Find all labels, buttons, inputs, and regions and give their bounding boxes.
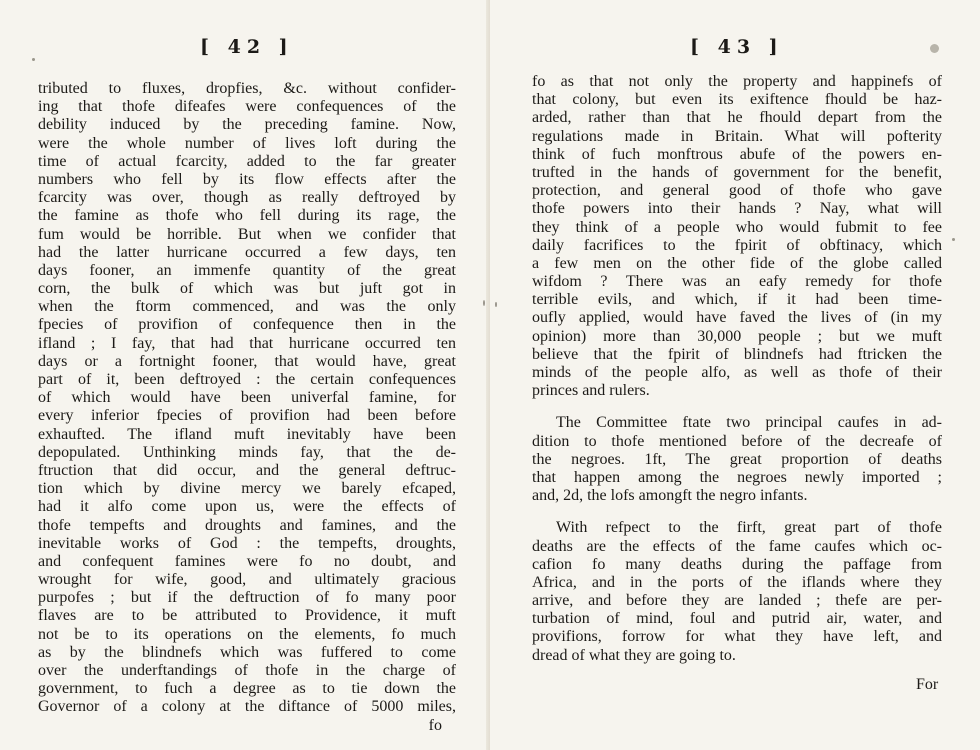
text-line: tion which by divine mercy we barely efcaped, bbox=[38, 480, 456, 498]
text-line: provifions, forrow for what they have left, and bbox=[532, 628, 942, 646]
text-line: minds of the people alfo, as well as thofe of their bbox=[532, 364, 942, 381]
left-page-number: [ 42 ] bbox=[200, 36, 294, 58]
text-line: had it alfo come upon us, were the effects of bbox=[38, 498, 456, 516]
text-line: oufly applied, would have faved the lives of (in my bbox=[532, 309, 942, 327]
text-line: the famine as thofe who fell during its rage, the bbox=[38, 207, 456, 225]
text-line: cafion fo many deaths during the paffage from bbox=[532, 555, 942, 573]
text-line: regulations made in Britain. What will pofterity bbox=[532, 127, 942, 145]
paper-speck bbox=[483, 300, 485, 306]
text-line: days or a fortnight fooner, that would have, great bbox=[38, 352, 456, 370]
text-line: exhaufted. The ifland muft inevitably have been bbox=[38, 425, 456, 443]
text-line: that happen among the negroes newly imported ; bbox=[532, 468, 942, 486]
paper-speck bbox=[32, 58, 35, 61]
text-line: that colony, but even its exiftence fhould be haz- bbox=[532, 91, 942, 109]
text-line: over the underftandings of thofe in the charge of bbox=[38, 662, 456, 679]
text-line: were the whole number of lives loft during the bbox=[38, 134, 456, 152]
text-line: opinion) more than 30,000 people ; but we muft bbox=[532, 327, 942, 345]
text-line: Africa, and in the ports of the iflands where they bbox=[532, 573, 942, 591]
text-line: believe that the fpirit of blindnefs had ftricken the bbox=[532, 345, 942, 363]
text-line: corn, the bulk of which was but juft got in bbox=[38, 280, 456, 298]
text-line: The Committee ftate two principal caufes in ad- bbox=[556, 414, 942, 432]
text-line: deaths are the effects of the fame caufes which oc- bbox=[532, 537, 942, 555]
paragraph bbox=[532, 414, 942, 505]
text-line: every inferior fpecies of provifion had been before bbox=[38, 407, 456, 425]
paragraph-gap bbox=[532, 400, 942, 414]
text-line: days fooner, an immenfe quantity of the great bbox=[38, 261, 456, 279]
text-line: dition to thofe mentioned before of the decreafe of bbox=[532, 432, 942, 450]
text-line: think of fuch monftrous abufe of the powers en- bbox=[532, 145, 942, 163]
text-line: numbers who fell by its flow effects after the bbox=[38, 170, 456, 188]
paper-speck bbox=[930, 44, 939, 53]
text-line: Governor of a colony at the diftance of 5000 miles, bbox=[38, 698, 456, 716]
text-line: of which would have been univerfal famine, for bbox=[38, 389, 456, 407]
paragraph bbox=[532, 519, 942, 665]
text-line: turbation of mind, foul and putrid air, water, and bbox=[532, 610, 942, 628]
text-line: fo as that not only the property and happinefs of bbox=[532, 73, 942, 90]
text-line: and confequent famines were fo no doubt, and bbox=[38, 552, 456, 570]
text-line: they think of a people who would fubmit to fee bbox=[532, 218, 942, 236]
text-line: part of it, been deftroyed : the certain confequences bbox=[38, 371, 456, 388]
text-line: a few men on the other fide of the globe called bbox=[532, 254, 942, 272]
text-line: flaves are to be attributed to Providence, it muft bbox=[38, 607, 456, 625]
text-line: With refpect to the firft, great part of thofe bbox=[556, 519, 942, 537]
text-line: inevitable works of God : the tempefts, droughts, bbox=[38, 534, 456, 552]
text-line: tributed to fluxes, dropfies, &c. without confider- bbox=[38, 80, 456, 97]
text-line: thofe powers into their hands ? Nay, what will bbox=[532, 200, 942, 218]
paragraph bbox=[532, 73, 942, 400]
text-line: daily facrifices to the fpirit of obftinacy, which bbox=[532, 236, 942, 254]
paper-speck bbox=[495, 302, 497, 307]
text-line: the negroes. 1ft, The great proportion of deaths bbox=[532, 450, 942, 468]
text-line: time of actual fcarcity, added to the far greater bbox=[38, 152, 456, 170]
text-line: not be to its operations on the elements, fo much bbox=[38, 625, 456, 643]
text-line: wifdom ? There was an eafy remedy for thofe bbox=[532, 273, 942, 291]
text-line: ftruction that did occur, and the general deftruc- bbox=[38, 461, 456, 479]
left-page-body bbox=[38, 80, 456, 735]
text-line: fpecies of provifion of confequence then in the bbox=[38, 316, 456, 334]
right-catchword: For bbox=[916, 676, 939, 693]
text-line: debility induced by the preceding famine. Now, bbox=[38, 116, 456, 134]
text-line: purpofes ; but if the deftruction of fo many poor bbox=[38, 589, 456, 607]
text-line: fcarcity was over, though as really deftroyed by bbox=[38, 189, 456, 207]
text-line: trufted in the hands of government for the benefit, bbox=[532, 163, 942, 181]
text-line: ing that thofe difeafes were confequences of the bbox=[38, 98, 456, 116]
paragraph-gap bbox=[532, 505, 942, 519]
text-line: dread of what they are going to. bbox=[532, 646, 736, 664]
text-line: fum would be horrible. But when we confider that bbox=[38, 225, 456, 243]
text-line: government, to fuch a degree as to tie down the bbox=[38, 680, 456, 698]
text-line: and, 2d, the lofs amongft the negro infants. bbox=[532, 487, 808, 505]
text-line: thofe tempefts and droughts and famines, and the bbox=[38, 516, 456, 534]
right-page-body bbox=[532, 73, 942, 665]
text-line: when the ftorm commenced, and was the only bbox=[38, 298, 456, 316]
text-line: as by the blindnefs which was fuffered to come bbox=[38, 643, 456, 661]
text-line: terrible evils, and which, if it had been time- bbox=[532, 291, 942, 309]
text-line: arded, rather than that he fhould depart from the bbox=[532, 109, 942, 127]
text-line: wrought for wife, good, and ultimately gracious bbox=[38, 571, 456, 589]
text-line: protection, and general good of thofe who gave bbox=[532, 182, 942, 200]
text-line: ifland ; I fay, that had that hurricane occurred ten bbox=[38, 334, 456, 352]
text-line: princes and rulers. bbox=[532, 382, 650, 400]
left-catchword: fo bbox=[428, 716, 442, 734]
right-page-number: [ 43 ] bbox=[690, 36, 784, 58]
text-line: had the latter hurricane occurred a few days, ten bbox=[38, 243, 456, 261]
text-line: depopulated. Unthinking minds fay, that the de- bbox=[38, 443, 456, 461]
text-line: arrive, and before they are landed ; thefe are per- bbox=[532, 592, 942, 610]
paper-speck bbox=[952, 238, 955, 241]
